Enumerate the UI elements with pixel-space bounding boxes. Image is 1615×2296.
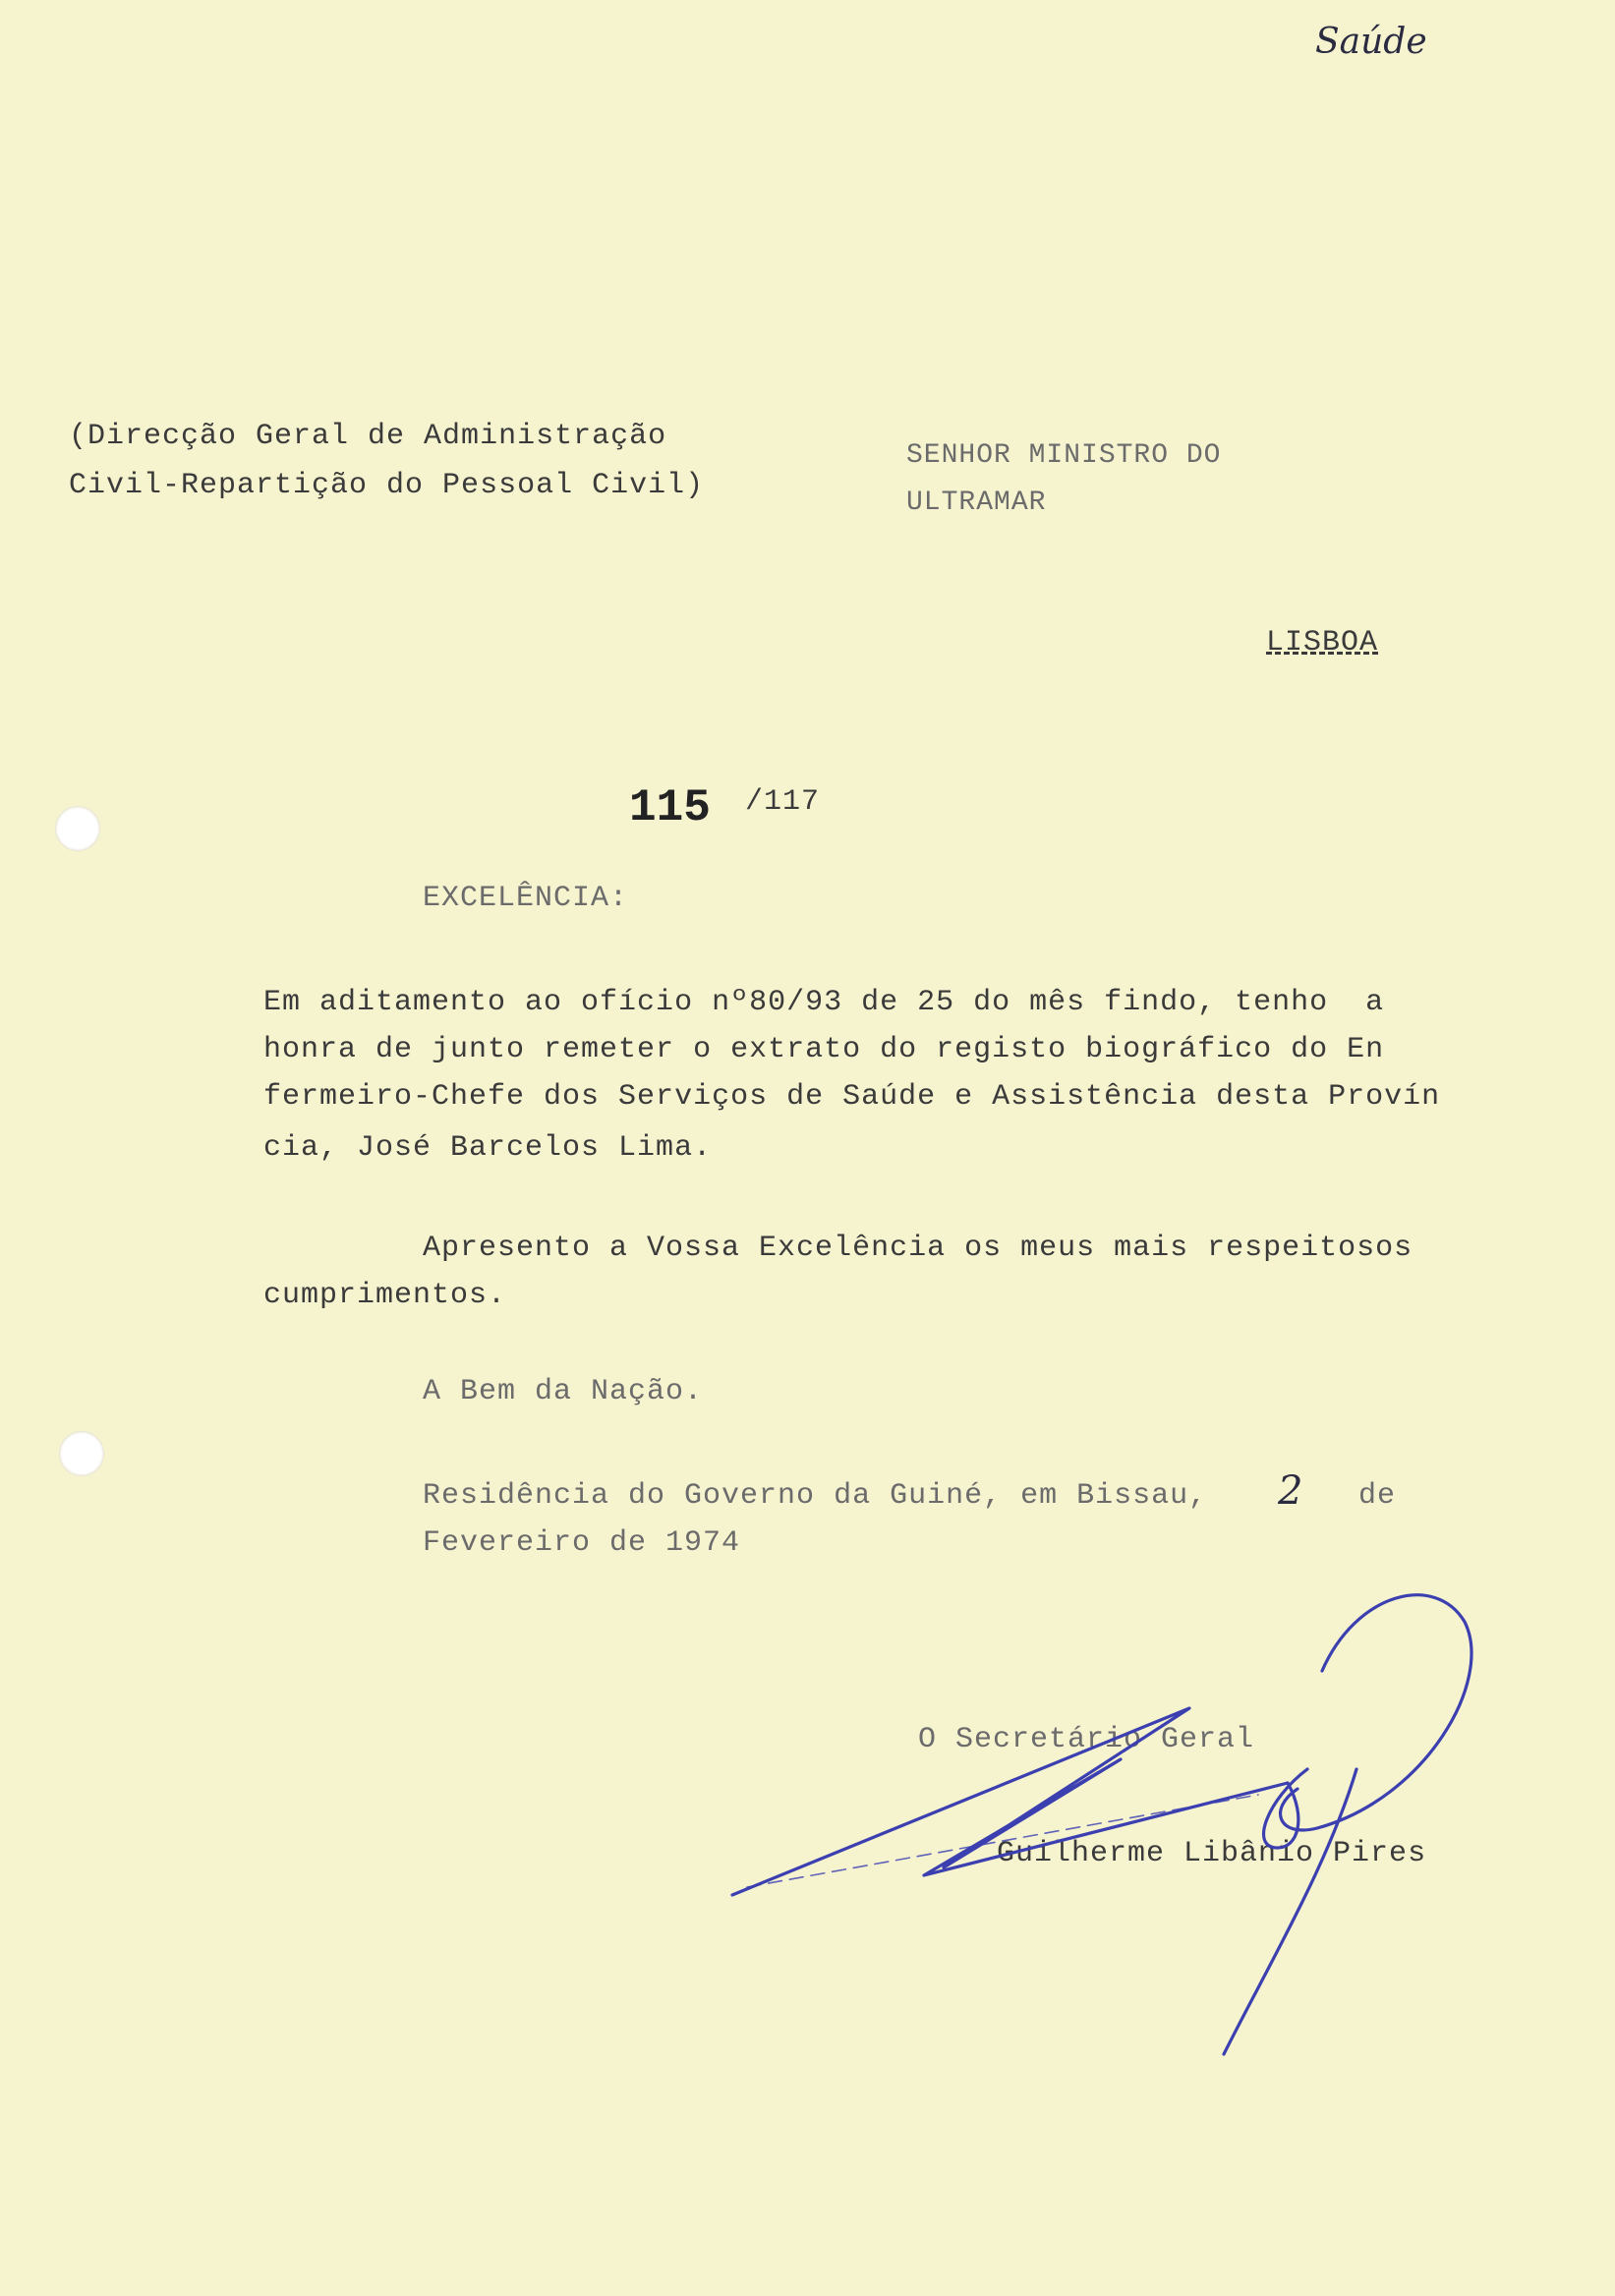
body-paragraph1-line4: cia, José Barcelos Lima.	[263, 1131, 713, 1165]
body-paragraph1-line3: fermeiro-Chefe dos Serviços de Saúde e Assistência desta Provín	[263, 1080, 1441, 1114]
recipient-line2: ULTRAMAR	[906, 488, 1047, 518]
salutation: EXCELÊNCIA:	[423, 882, 629, 915]
reference-number: 115	[629, 782, 711, 833]
body-paragraph2-line1: Apresento a Vossa Excelência os meus mais respeitosos	[423, 1232, 1413, 1265]
place-date-line2: Fevereiro de 1974	[423, 1526, 741, 1560]
header-department-line1: (Direcção Geral de Administração	[69, 420, 667, 453]
recipient-city: LISBOA	[1266, 626, 1379, 660]
body-paragraph1-line1: Em aditamento ao ofício nº80/93 de 25 do mês findo, tenho a	[263, 986, 1385, 1019]
header-department-line2: Civil-Repartição do Pessoal Civil)	[69, 469, 705, 502]
signatory-title: O Secretário Geral	[918, 1723, 1255, 1756]
place-date-line1: Residência do Governo da Guiné, em Bissau,	[423, 1479, 1208, 1513]
closing-formula: A Bem da Nação.	[423, 1375, 704, 1408]
body-paragraph1-line2: honra de junto remeter o extrato do registo biográfico do En	[263, 1033, 1385, 1066]
body-paragraph2-line2: cumprimentos.	[263, 1279, 507, 1312]
reference-suffix: /117	[745, 785, 821, 819]
place-date-de: de	[1358, 1479, 1397, 1513]
signatory-name: Guilherme Libânio Pires	[997, 1837, 1427, 1870]
recipient-line1: SENHOR MINISTRO DO	[906, 440, 1222, 471]
handwritten-annotation-saude: Saúde	[1315, 22, 1427, 62]
handwritten-day: 2	[1278, 1468, 1303, 1514]
